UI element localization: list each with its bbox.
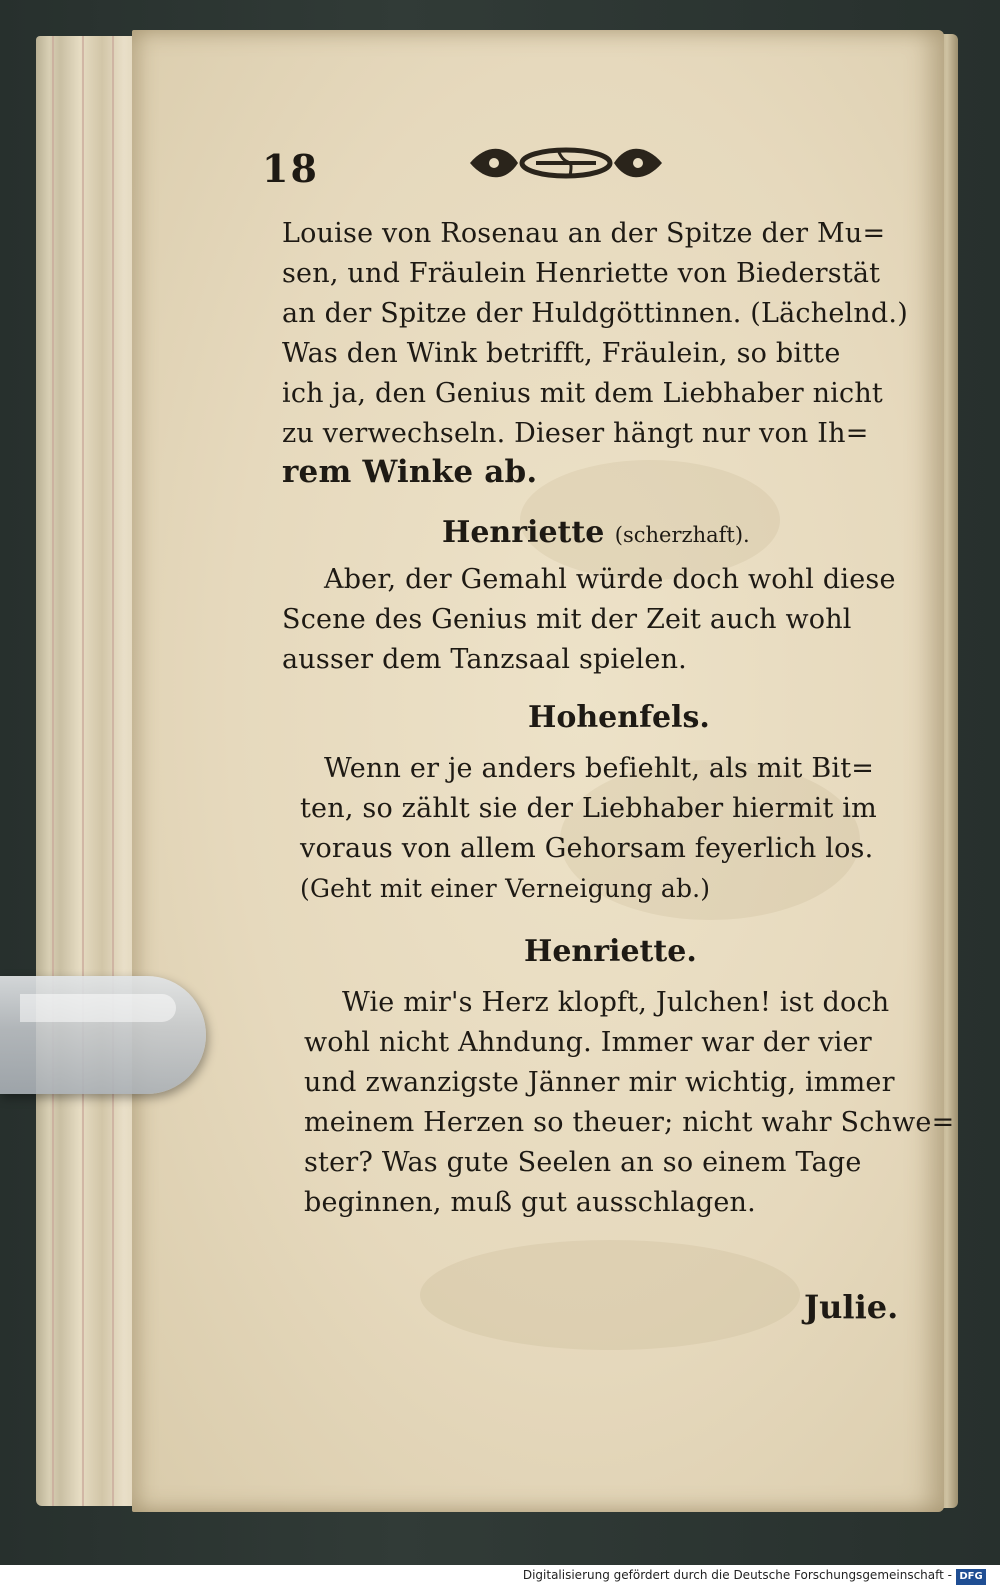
- footer-bar: [0, 1565, 1000, 1589]
- speech-line: wohl nicht Ahndung. Immer war der vier: [304, 1027, 872, 1058]
- stage-direction: (scherzhaft).: [614, 523, 750, 547]
- text-line: sen, und Fräulein Henriette von Biederstät: [282, 258, 881, 289]
- speaker-hohenfels: Hohenfels.: [528, 700, 710, 735]
- text-line: ich ja, den Genius mit dem Liebhaber nicht: [282, 378, 883, 409]
- speech-line: ausser dem Tanzsaal spielen.: [282, 644, 687, 675]
- speech-line: Aber, der Gemahl würde doch wohl diese: [324, 564, 896, 595]
- text-line: Was den Wink betrifft, Fräulein, so bitte: [282, 338, 841, 369]
- text-line: rem Winke ab.: [282, 454, 538, 490]
- speech-line: beginnen, muß gut ausschlagen.: [304, 1187, 756, 1218]
- speech-line: meinem Herzen so theuer; nicht wahr Schwe=: [304, 1107, 955, 1138]
- speaker-henriette: [442, 515, 750, 550]
- speaker-name: Henriette: [442, 515, 605, 550]
- dfg-logo: DFG: [956, 1569, 986, 1585]
- speech-line: und zwanzigste Jänner mir wichtig, immer: [304, 1067, 895, 1098]
- glass-page-weight: [0, 976, 206, 1094]
- page-stack-edges: [36, 36, 146, 1506]
- speech-line: voraus von allem Gehorsam feyerlich los.: [300, 833, 874, 864]
- funding-credit: Digitalisierung gefördert durch die Deutsche Forschungsgemeinschaft -: [522, 1568, 952, 1582]
- speaker-henriette: Henriette.: [524, 934, 697, 969]
- speech-line: (Geht mit einer Verneigung ab.): [300, 874, 711, 903]
- ornament-icon: [466, 140, 666, 186]
- speech-line: Scene des Genius mit der Zeit auch wohl: [282, 604, 852, 635]
- speech-line: ster? Was gute Seelen an so einem Tage: [304, 1147, 862, 1178]
- catchword: Julie.: [804, 1288, 899, 1326]
- speech-line: Wie mir's Herz klopft, Julchen! ist doch: [342, 987, 890, 1018]
- text-line: Louise von Rosenau an der Spitze der Mu=: [282, 218, 886, 249]
- text-line: an der Spitze der Huldgöttinnen. (Lächelnd.): [282, 298, 908, 329]
- speech-line: ten, so zählt sie der Liebhaber hiermit im: [300, 793, 877, 824]
- speech-line: Wenn er je anders befiehlt, als mit Bit=: [324, 753, 875, 784]
- text-line: zu verwechseln. Dieser hängt nur von Ih=: [282, 418, 869, 449]
- page-number: 18: [262, 146, 319, 191]
